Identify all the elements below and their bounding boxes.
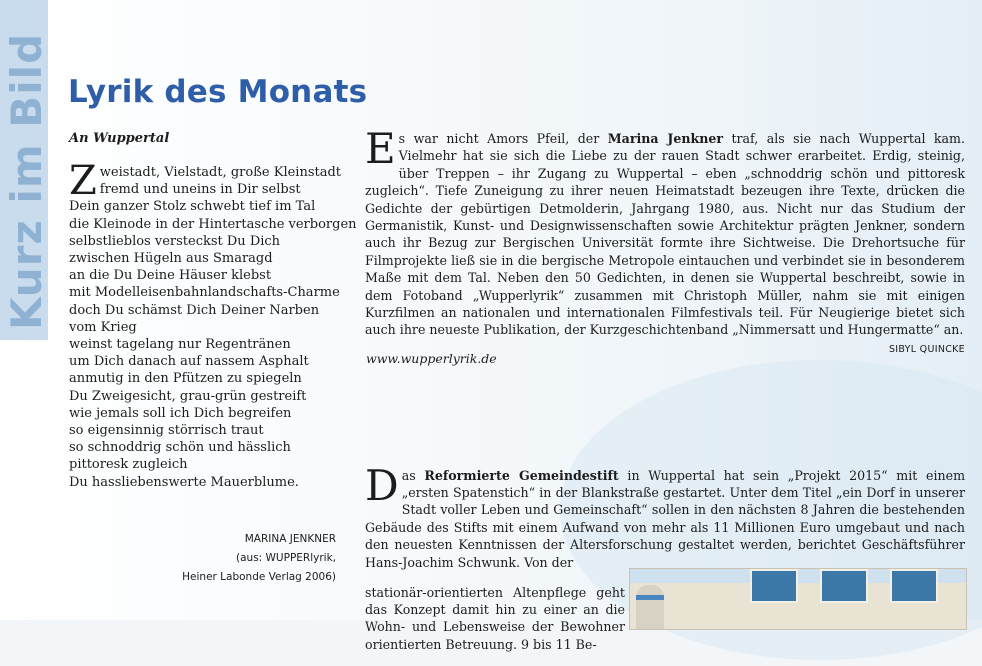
poem-line: so eigensinnig störrisch traut — [69, 423, 264, 439]
poem — [69, 158, 357, 491]
poem-line: an die Du Deine Häuser klebst — [69, 268, 272, 284]
poem-line: Du hassliebenswerte Mauerblume. — [69, 474, 299, 490]
article-paragraph: Das Reformierte Gemeindestift in Wuppertal hat sein „Projekt 2015“ mit einem „ersten Spatenstich“ in der Blankstraße gestartet. Unter dem Titel „ein Dorf in unserer Stadt voller Leben und Gemeinschaft“ sollen in den nächsten 8 Jahren die bestehenden Gebäude des Stifts mit einem Aufwand von mehr als 11 Millionen Euro umgebaut und nach den neuesten Kenntnissen der Altersforschung gestaltet werden, berichtet Geschäftsführer Hans-Joachim Schwunk. Von der — [365, 460, 966, 570]
page-title: Lyrik des Monats — [68, 74, 368, 110]
poem-title: An Wuppertal — [69, 131, 170, 146]
photo-window — [890, 569, 938, 603]
poem-line: wie jemals soll ich Dich begreifen — [69, 405, 292, 421]
poem-line: anmutig in den Pfützen zu spiegeln — [69, 371, 302, 387]
article-jenkner — [365, 124, 965, 358]
photo-window — [820, 569, 868, 603]
building-photo — [629, 568, 967, 630]
poem-line: fremd und uneins in Dir selbst — [99, 182, 301, 198]
poem-line: doch Du schämst Dich Deiner Narben vom Krieg — [69, 302, 320, 335]
web-link[interactable]: www.wupperlyrik.de — [366, 351, 497, 366]
poem-line: Du Zweigesicht, grau-grün gestreift — [69, 388, 307, 404]
photo-window — [750, 569, 798, 603]
credit-publisher: Heiner Labonde Verlag 2006) — [182, 571, 336, 583]
section-label: Kurz im Bild — [2, 32, 51, 330]
photo-tower — [636, 585, 664, 630]
photo-tower-stripe — [636, 595, 664, 600]
article-name: Reformierte Gemeindestift — [424, 467, 619, 483]
article-paragraph-continued: stationär-orientierten Altenpflege geht das Konzept damit hin zu einer an die Wohn- und Lebensweise der Bewohner orientierten Betreuung. 9 bis 11 Be- — [365, 584, 625, 652]
article-name: Marina Jenkner — [607, 131, 724, 146]
poem-dropcap: Z — [69, 158, 97, 204]
poem-line: selbstlieblos versteckst Du Dich — [69, 233, 281, 249]
poem-credit — [182, 530, 336, 587]
poem-line: weinst tagelang nur Regentränen — [69, 337, 291, 353]
poem-line: um Dich danach auf nassem Asphalt — [69, 354, 309, 370]
poem-line: so schnoddrig schön und hässlich pittoresk zugleich — [69, 440, 291, 473]
poem-line: mit Modelleisenbahnlandschafts-Charme — [69, 285, 340, 301]
article-byline: SIBYL QUINCKE — [888, 343, 965, 355]
article-paragraph: Es war nicht Amors Pfeil, der Marina Jenkner traf, als sie nach Wuppertal kam. Vielmehr hat sie sich die Liebe zu der rauen Stadt schwer erarbeitet. Erdig, steinig, über Treppen – ihr Zugang zu Wuppertal – eben „schnoddrig schön und pittoresk zugleich“. Tiefe Zuneigung zu ihrer neuen Heimatstadt bezeugen ihre Texte, drücken die Gedichte der gebürtigen Detmolderin, Jahrgang 1980, aus. Nicht nur das Studium der Germanistik, Kunst- und Designwissenschaften sowie Architektur prägten Jenkner, sondern auch ihr Bezug zur Bergischen Universität formte ihre Sichtweise. Die Drehortsuche für Filmprojekte ließ sie in die bergische Metropole eintauchen und verbindet sie in besonderem Maße mit dem Tal. Neben den 50 Gedichten, in denen sie Wuppertal beschreibt, sowie in dem Fotoband „Wupperlyrik“ zusammen mit Christoph Müller, nahm sie mit einigen Kurzfilmen an nationalen und internationalen Filmfestivals teil. Für Neugierige bietet sich auch ihre neueste Publikation, der Kurzgeschichtenband „Nimmersatt und Hungermatte“ an. — [365, 124, 965, 338]
poem-line: Zweistadt, Vielstadt, große Kleinstadt — [69, 158, 342, 204]
article-dropcap: D — [365, 460, 399, 510]
credit-source: (aus: WUPPERlyrik, — [236, 552, 336, 564]
article-dropcap: E — [365, 124, 396, 173]
poem-line: die Kleinode in der Hintertasche verborgen — [69, 216, 357, 232]
poem-line: zwischen Hügeln aus Smaragd — [69, 251, 273, 267]
poem-line: Dein ganzer Stolz schwebt tief im Tal — [69, 199, 316, 215]
credit-author: MARINA JENKNER — [244, 533, 336, 545]
article-gemeindestift — [365, 454, 965, 666]
